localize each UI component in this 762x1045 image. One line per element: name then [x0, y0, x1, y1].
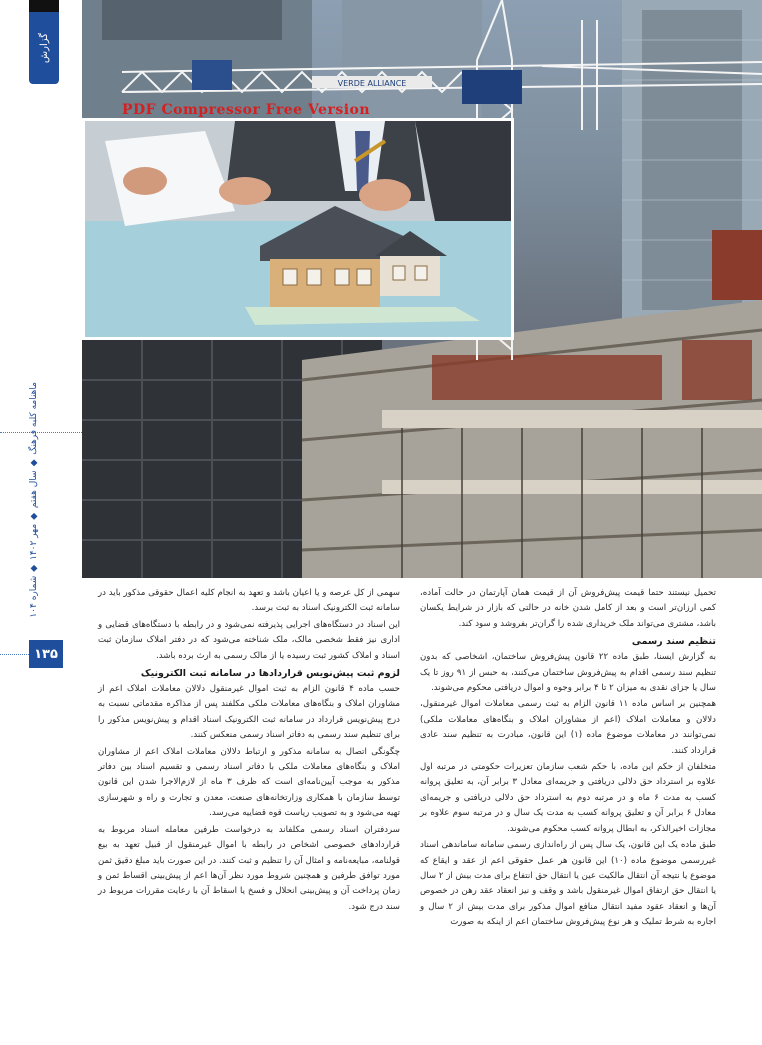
subheading: تنظیم سند رسمی [631, 636, 716, 648]
paragraph: حسب ماده ۴ قانون الزام به ثبت اموال غیرمنقول دلالان معاملات املاک اعم از مشاوران املاک و بنگاه‌های معاملات ملکی مکلفند پس از مذاکره مقدماتی نسبت به درج پیش‌نویس قرارداد در سامانه ثبت الکترونیک اسناد اقدام و پیش‌نویس مذکور را برای تنظیم سند رسمی به دفاتر اسناد رسمی منعکس کنند. [98, 684, 400, 741]
paragraph: طبق ماده یک این قانون، یک سال پس از راه‌اندازی رسمی سامانه ساماندهی اسناد غیررسمی موضوع ماده (۱۰) این قانون هر عمل حقوقی اعم از عقد و ایقاع که موضوع یا نتیجه آن انتقال مالکیت عین یا انتقال حق انتفاع برای مدت بیش از ۲ سال یا انتقال حق ارتفاق اموال غیرمنقول باشد و وقف و نیز انعقاد عقد رهن در خصوص آن‌ها و انعقاد عقود مفید انتقال منافع اموال مذکور برای مدت بیش از ۲ سال و اجاره به شرط تملیک و هر نوع پیش‌فروش ساختمان اعم از اینکه به صورت [420, 840, 717, 928]
section-tab-label [29, 12, 59, 84]
article-column-right [420, 586, 716, 932]
magazine-footer [26, 380, 42, 620]
article-column-left [98, 586, 400, 916]
paragraph: متخلفان از حکم این ماده، با حکم شعب سازمان تعزیرات حکومتی در مرتبه اول علاوه بر استرداد حق دلالی دریافتی و جریمه‌ای معادل ۳ برابر آن، به تعلیق پروانه کسب به مدت ۶ ماه و در مرتبه دوم به استرداد حق دلالی دریافتی و جریمه‌ای معادل ۶ برابر آن و تعلیق پروانه کسب به مدت یک سال و در مرتبه سوم علاوه بر مجازات اخیرالذکر، به ابطال پروانه کسب محکوم می‌شوند. [420, 762, 716, 834]
construction-photo [82, 0, 762, 578]
house-model-illustration [85, 121, 511, 337]
tab-top-bar [29, 0, 59, 12]
paragraph: تحمیل نیستند حتما قیمت پیش‌فروش آن از قیمت همان آپارتمان در حالت آماده، کمی ارزان‌تر است و بعد از کامل شدن خانه در حالتی که بازار در شرایط یکسان باشد، مشتری می‌تواند ملک خریداری شده را گران‌تر بفروشد و سود کند. [420, 588, 716, 629]
paragraph: همچنین بر اساس ماده ۱۱ قانون الزام به ثبت رسمی معاملات اموال غیرمنقول، دلالان و معاملات املاک (اعم از مشاوران املاک و بنگاه‌های معاملات ملکی) نمی‌توانند در معاملات موضوع ماده (۱) این قانون، مبادرت به تنظیم سند عادی قرارداد کنند. [420, 699, 717, 756]
page-number: ۱۳۵ [29, 640, 63, 668]
crane-sign: VERDE ALLIANCE [337, 79, 407, 88]
inset-house-image [82, 118, 514, 340]
pdf-watermark: PDF Compressor Free Version [122, 102, 371, 118]
paragraph: سردفتران اسناد رسمی مکلفاند به درخواست طرفین معامله اسناد مربوط به قراردادهای خصوصی اشخاص در رابطه با اموال غیرمنقول از قبیل تعهد به بیع قولنامه، مبایعه‌نامه و امثال آن را تنظیم و ثبت کنند. در این صورت باید مبلغ دقیق ثمن مورد توافق طرفین و همچنین شروط مورد نظر آن‌ها اعم از پیش‌بینی اقساط ثمن و زمان پرداخت آن و پیش‌بینی انحلال و فسخ یا اسقاط آن با رعایت مقررات مربوط در سند درج شود. [98, 824, 400, 912]
paragraph: این اسناد در دستگاه‌های اجرایی پذیرفته نمی‌شود و در رابطه با دستگاه‌های قضایی و اداری نیز فقط شخصی مالک، ملک شناخته می‌شود که در دفتر املاک سازمان ثبت اسناد و املاک کشور ثبت رسیده یا از مالک رسمی به ارث برده باشد. [98, 619, 400, 661]
paragraph: سهمی از کل عرصه و یا اعیان باشد و تعهد به انجام کلیه اعمال حقوقی مذکور باید در سامانه ثبت الکترونیک اسناد به ثبت برسد. [98, 588, 400, 614]
page-number-divider [0, 654, 29, 656]
section-tab-text: گزارش [38, 32, 50, 64]
paragraph: چگونگی اتصال به سامانه مذکور و ارتباط دلالان معاملات املاک اعم از مشاوران املاک و بنگاه‌های معاملات ملکی با دفاتر اسناد رسمی و تقسیم اسناد بین دفاتر مذکور به موجب آیین‌نامه‌ای است که ظرف ۳ ماه از لازم‌الاجرا شدن این قانون توسط سازمان با همکاری وزارتخانه‌های صنعت، معدن و تجارت و راه و شهرسازی تهیه می‌شود و به تصویب ریاست قوه قضاییه می‌رسد. [98, 746, 400, 819]
magazine-footer-text: ماهنامه کلبه فرهنگ ◆ سال هفتم ◆ مهر ۱۴۰۲ ◆ شماره ۱۰۴ [29, 382, 39, 618]
subheading: لزوم ثبت پیش‌نویس قراردادها در سامانه ثبت الکترونیک [140, 668, 400, 680]
paragraph: به گزارش ایسنا، طبق ماده ۲۲ قانون پیش‌فروش ساختمان، اشخاصی که بدون تنظیم سند رسمی اقدام به پیش‌فروش ساختمان می‌کنند، به حبس از ۹۱ روز تا یک سال یا جزای نقدی به میزان ۲ تا ۴ برابر وجوه و اموال دریافتی محکوم می‌شوند. [420, 652, 716, 694]
